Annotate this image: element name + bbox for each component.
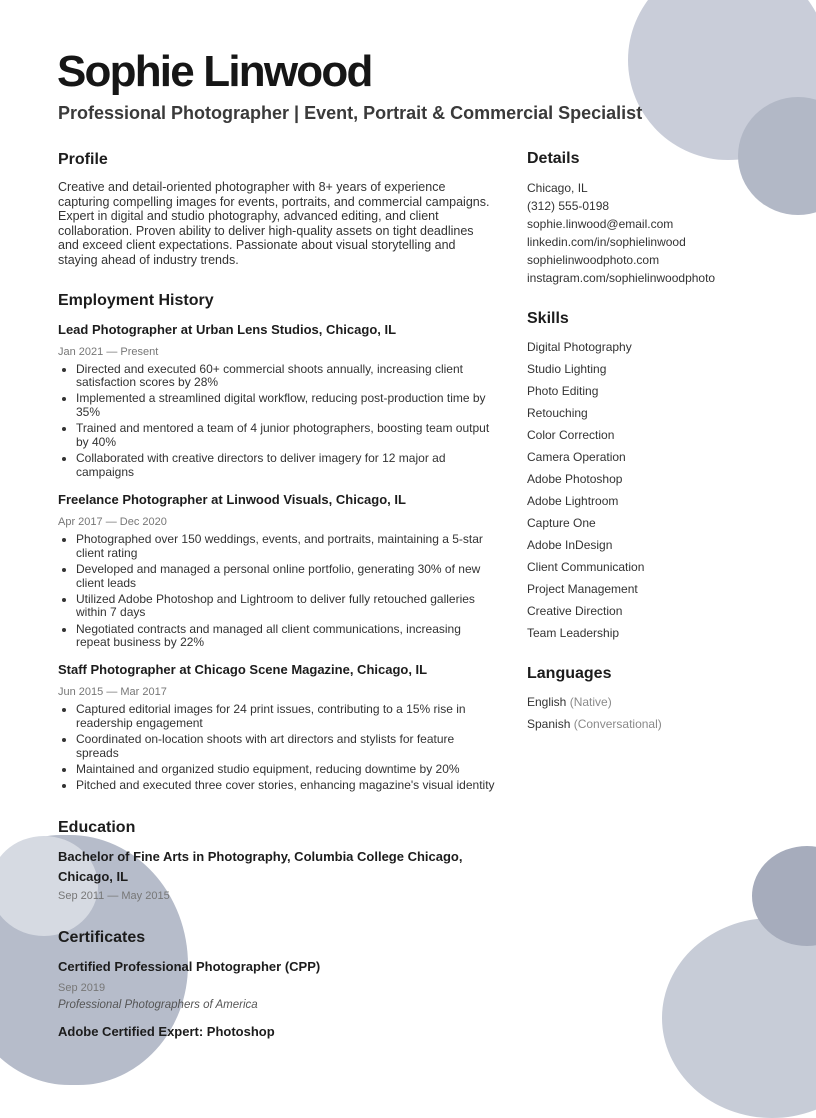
skills-list: [527, 336, 787, 644]
skill-item: Adobe InDesign: [527, 538, 613, 552]
education-section: [58, 818, 496, 903]
language-item: [527, 691, 787, 713]
job-bullet: • Trained and mentored a team of 4 junior photographers, boosting team output by 40%: [76, 422, 496, 450]
education-heading: Education: [58, 818, 136, 836]
language-name: English: [527, 695, 567, 709]
job-bullets: [58, 363, 496, 480]
skill-item: Project Management: [527, 582, 638, 596]
job-dates: Jan 2021 — Present: [58, 345, 159, 358]
employment-section: [58, 291, 496, 793]
languages-heading: Languages: [527, 665, 612, 682]
job-title: Freelance Photographer at Linwood Visuals, Chicago, IL: [58, 491, 406, 507]
job-bullet: • Developed and managed a personal online portfolio, generating 30% of new client leads: [76, 563, 496, 591]
skill-item: Retouching: [527, 406, 588, 420]
certificate-date: Sep 2019: [58, 981, 106, 994]
language-item: [527, 713, 787, 735]
job-entry: [58, 491, 496, 650]
detail-phone: (312) 555-0198: [527, 199, 610, 213]
skill-item: Capture One: [527, 516, 596, 530]
job-bullet: • Directed and executed 60+ commercial shoots annually, increasing client satisfaction scores by 28%: [76, 363, 496, 391]
skills-heading: Skills: [527, 310, 569, 327]
details-heading: Details: [527, 150, 580, 167]
main-column: [58, 150, 496, 1041]
job-bullet: • Pitched and executed three cover stories, enhancing magazine's visual identity: [76, 779, 496, 793]
skill-item: Camera Operation: [527, 450, 626, 464]
detail-linkedin[interactable]: linkedin.com/in/sophielinwood: [527, 235, 686, 249]
languages-list: [527, 691, 787, 735]
job-entry: [58, 661, 496, 793]
detail-email[interactable]: sophie.linwood@email.com: [527, 217, 674, 231]
job-title: Lead Photographer at Urban Lens Studios, Chicago, IL: [58, 321, 397, 337]
job-bullet: • Captured editorial images for 24 print issues, contributing to a 15% rise in readership engagement: [76, 703, 496, 731]
job-bullet: • Coordinated on-location shoots with art directors and stylists for feature spreads: [76, 733, 496, 761]
detail-website[interactable]: sophielinwoodphoto.com: [527, 253, 660, 267]
skill-item: Client Communication: [527, 560, 645, 574]
job-bullet: • Maintained and organized studio equipment, reducing downtime by 20%: [76, 763, 496, 777]
job-title: Staff Photographer at Chicago Scene Magazine, Chicago, IL: [58, 662, 428, 678]
skill-item: Adobe Photoshop: [527, 472, 623, 486]
details-section: [527, 149, 787, 287]
certificates-section: [58, 928, 496, 1041]
certificate-name: Certified Professional Photographer (CPP): [58, 958, 321, 974]
job-dates: Jun 2015 — Mar 2017: [58, 686, 167, 699]
detail-location: Chicago, IL: [527, 181, 588, 195]
education-dates: Sep 2011 — May 2015: [58, 889, 170, 902]
job-bullet: • Implemented a streamlined digital workflow, reducing post-production time by 35%: [76, 392, 496, 420]
job-bullet: • Negotiated contracts and managed all client communications, increasing repeat business by 22%: [76, 623, 496, 651]
job-bullets: [58, 703, 496, 793]
job-bullet: • Utilized Adobe Photoshop and Lightroom to deliver fully retouched galleries within 7 days: [76, 593, 496, 621]
profile-heading: Profile: [58, 151, 108, 168]
certificate-name: Adobe Certified Expert: Photoshop: [58, 1023, 275, 1039]
language-level: (Native): [569, 695, 612, 709]
certificate-issuer: Professional Photographers of America: [58, 998, 258, 1011]
education-degree: Bachelor of Fine Arts in Photography, Columbia College Chicago, Chicago, IL: [58, 848, 463, 884]
candidate-title: Professional Photographer | Event, Portrait & Commercial Specialist: [58, 103, 643, 123]
sidebar-column: [527, 149, 787, 735]
job-dates: Apr 2017 — Dec 2020: [58, 515, 167, 528]
skill-item: Adobe Lightroom: [527, 494, 619, 508]
candidate-name: Sophie Linwood: [57, 47, 372, 96]
skills-section: [527, 309, 787, 644]
job-bullets: [58, 533, 496, 650]
languages-section: [527, 664, 787, 735]
job-entry: [58, 321, 496, 480]
skill-item: Studio Lighting: [527, 362, 607, 376]
skill-item: Digital Photography: [527, 340, 632, 354]
profile-section: [58, 150, 496, 268]
detail-instagram[interactable]: instagram.com/sophielinwoodphoto: [527, 271, 716, 285]
job-bullet: • Photographed over 150 weddings, events, and portraits, maintaining a 5-star client rating: [76, 533, 496, 561]
language-level: (Conversational): [573, 717, 662, 731]
employment-heading: Employment History: [58, 291, 214, 309]
certificates-heading: Certificates: [58, 928, 146, 946]
details-list: [527, 179, 787, 287]
skill-item: Photo Editing: [527, 384, 599, 398]
profile-text: Creative and detail-oriented photographer with 8+ years of experience capturing compelling images for events, portraits, and commercial campaigns. Expert in digital and studio photography, advanced editing, and client collaboration. Proven ability to deliver high-quality assets on tight deadlines and exceed client expectations. Passionate about visual storytelling and staying ahead of industry trends.: [58, 180, 490, 267]
language-name: Spanish: [527, 717, 571, 731]
skill-item: Team Leadership: [527, 626, 620, 640]
skill-item: Creative Direction: [527, 604, 623, 618]
skill-item: Color Correction: [527, 428, 615, 442]
job-bullet: • Collaborated with creative directors to deliver imagery for 12 major ad campaigns: [76, 452, 496, 480]
